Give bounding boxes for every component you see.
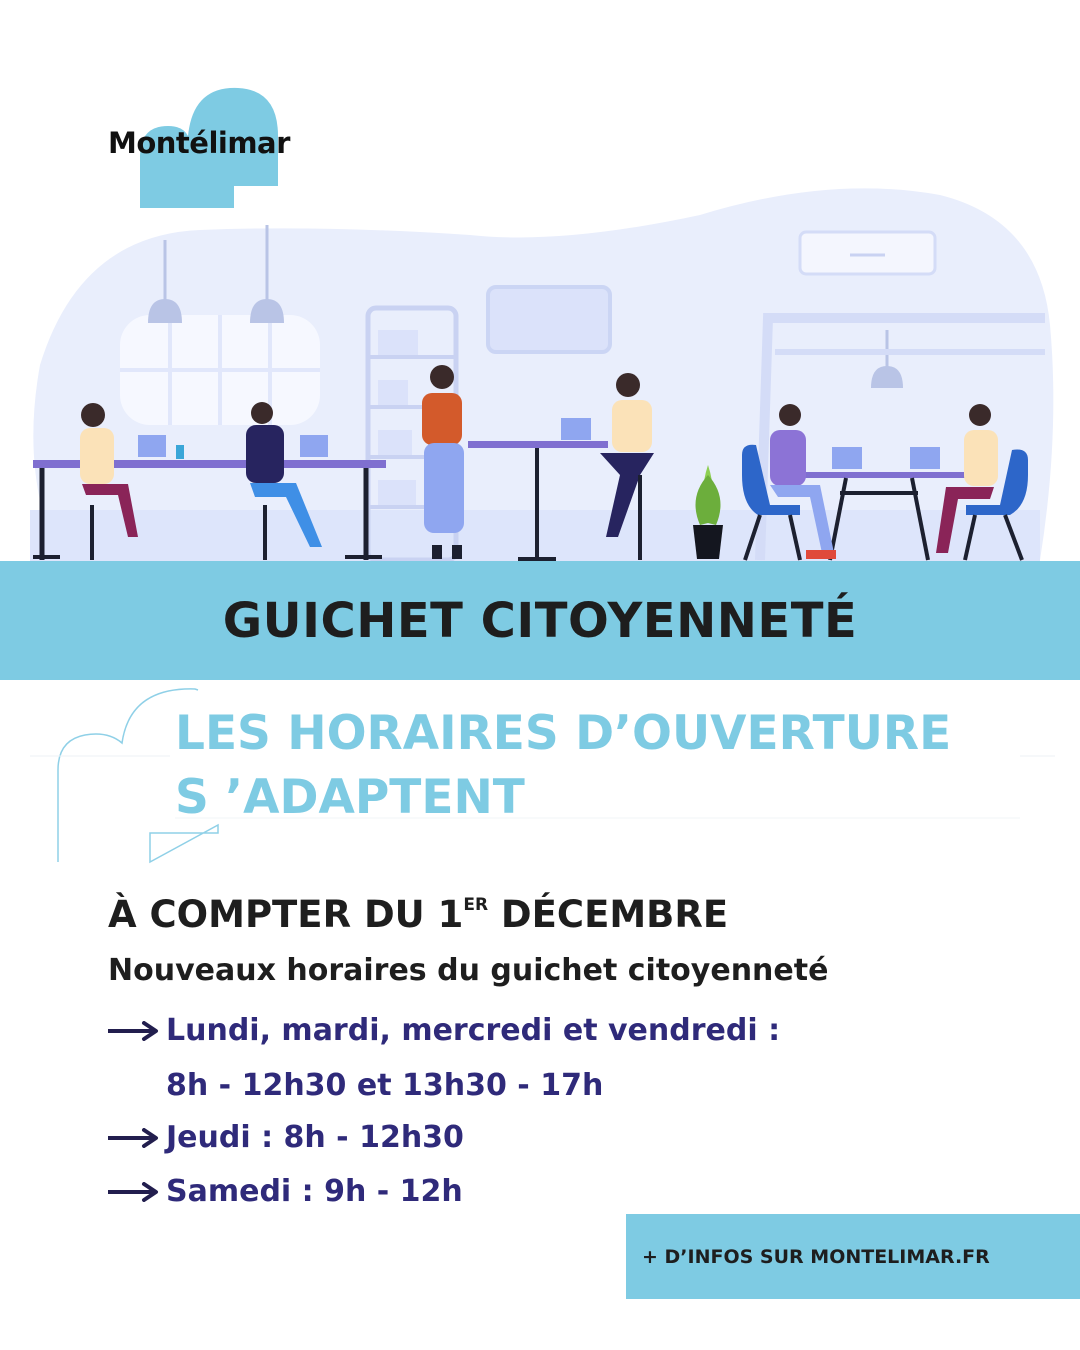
subtitle: [175, 702, 951, 830]
schedule-item: [108, 1013, 780, 1048]
banner-title: GUICHET CITOYENNETÉ: [222, 592, 858, 649]
schedule-item: [108, 1120, 464, 1155]
arrow-right-icon: [108, 1021, 160, 1041]
coworking-illustration: [0, 175, 1080, 565]
logo-text: Montélimar: [108, 126, 290, 160]
schedule-days: Samedi : 9h - 12h: [166, 1174, 463, 1209]
more-info-label: + D’INFOS SUR MONTELIMAR.FR: [642, 1245, 990, 1268]
subtitle-line-1: LES HORAIRES D’OUVERTURE: [175, 706, 952, 761]
schedule-days: Jeudi : 8h - 12h30: [166, 1120, 464, 1155]
title-banner: [0, 561, 1080, 680]
date-heading-before: À COMPTER DU 1: [108, 893, 464, 936]
arrow-right-icon: [108, 1182, 160, 1202]
more-info-link[interactable]: [626, 1214, 1080, 1299]
date-heading-sup: ER: [463, 895, 489, 915]
schedule-item: [108, 1174, 463, 1209]
intro-text: Nouveaux horaires du guichet citoyenneté: [108, 953, 829, 988]
date-heading: [108, 893, 728, 936]
date-heading-after: DÉCEMBRE: [488, 893, 729, 936]
arrow-right-icon: [108, 1128, 160, 1148]
schedule-hours: 8h - 12h30 et 13h30 - 17h: [166, 1068, 604, 1103]
subtitle-line-2: S ’ADAPTENT: [175, 770, 525, 825]
schedule-days: Lundi, mardi, mercredi et vendredi :: [166, 1013, 781, 1048]
